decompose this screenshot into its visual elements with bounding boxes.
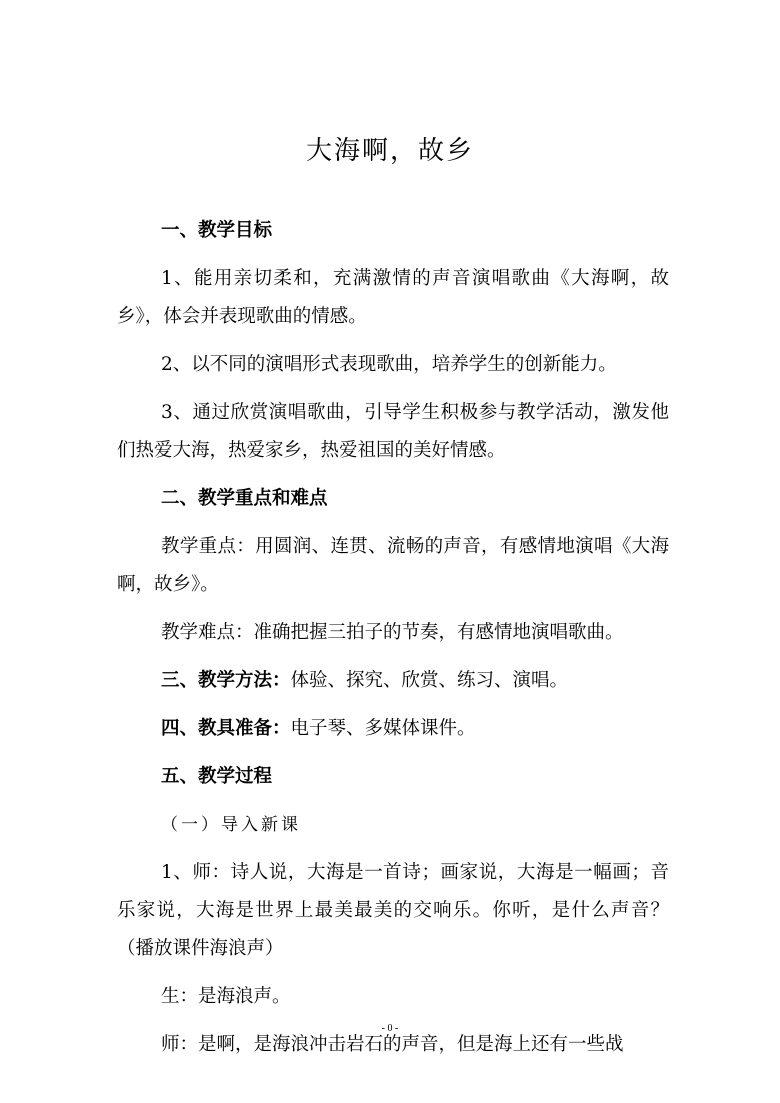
teacher-reply: 师：是啊，是海浪冲击岩石的声音，但是海上还有一些战: [161, 1034, 624, 1055]
section-heading-process: 五、教学过程: [161, 766, 273, 787]
section-methods: [117, 662, 669, 700]
tools-text: 电子琴、多媒体课件。: [290, 718, 476, 739]
goal-1: 1、能用亲切柔和，充满激情的声音演唱歌曲《大海啊，故乡》，体会并表现歌曲的情感。: [117, 268, 669, 327]
section-tools: [117, 710, 669, 748]
section-heading-methods: 三、教学方法：: [161, 670, 291, 691]
subsection-intro: （一）导入新课: [161, 815, 301, 835]
goal-3: 3、通过欣赏演唱歌曲，引导学生积极参与教学活动，激发他们热爱大海，热爱家乡，热爱祖国的美好情感。: [117, 402, 669, 461]
section-heading-key-points: 二、教学重点和难点: [161, 488, 328, 509]
methods-text: 体验、探究、欣赏、练习、演唱。: [290, 670, 569, 691]
page-number: - 0 -: [381, 1023, 399, 1034]
section-heading-goals: 一、教学目标: [161, 220, 273, 241]
difficulty: 教学难点：准确把握三拍子的节奏，有感情地演唱歌曲。: [161, 622, 624, 643]
section-heading-tools: 四、教具准备：: [161, 718, 291, 739]
page-title: 大海啊，故乡: [305, 136, 474, 166]
student-reply: 生：是海浪声。: [161, 986, 291, 1007]
document-body: [117, 212, 669, 1074]
key-point: 教学重点：用圆润、连贯、流畅的声音，有感情地演唱《大海啊，故乡》。: [117, 536, 669, 595]
goal-2: 2、以不同的演唱形式表现歌曲，培养学生的创新能力。: [161, 354, 617, 375]
step-1: 1、师：诗人说，大海是一首诗；画家说，大海是一幅画；音乐家说，大海是世界上最美最美的交响乐。你听，是什么声音？（播放课件海浪声）: [117, 862, 669, 959]
